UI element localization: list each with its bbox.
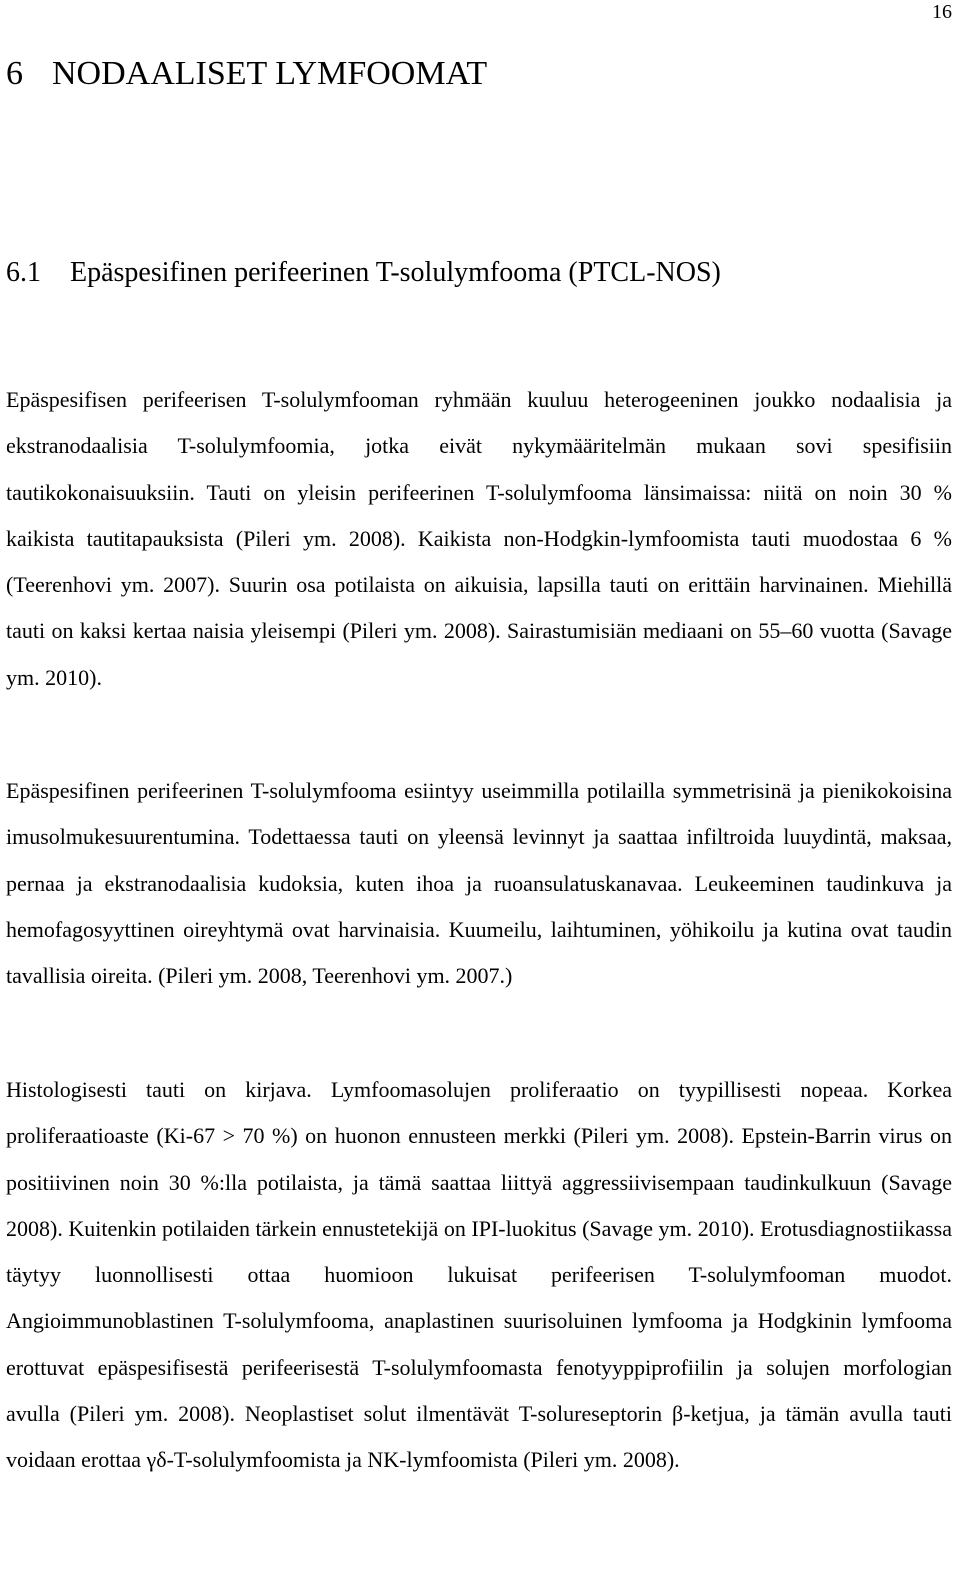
chapter-number: 6 (6, 55, 23, 92)
chapter-heading (6, 52, 487, 96)
page-number: 16 (932, 1, 952, 23)
section-title: Epäspesifinen perifeerinen T-solulymfooma (PTCL-NOS) (70, 257, 721, 288)
body-paragraph: Histologisesti tauti on kirjava. Lymfoomasolujen proliferaatio on tyypillisesti nopeaa. Korkea proliferaatioaste (Ki-67 > 70 %) on huonon ennusteen merkki (Pileri ym. 2008). Epstein-Barrin virus on positiivinen noin 30 %:lla potilaista, ja tämä saattaa liittyä aggressiivisempaan taudinkulkuun (Savage 2008). Kuitenkin potilaiden tärkein ennustetekijä on IPI-luokitus (Savage ym. 2010). Erotusdiagnostiikassa täytyy luonnollisesti ottaa huomioon lukuisat perifeerisen T-solulymfooman muodot. Angioimmunoblastinen T-solulymfooma, anaplastinen suurisoluinen lymfooma ja Hodgkinin lymfooma erottuvat epäspesifisestä perifeerisestä T-solulymfoomasta fenotyyppiprofiilin ja solujen morfologian avulla (Pileri ym. 2008). Neoplastiset solut ilmentävät T-solureseptorin β-ketjua, ja tämän avulla tauti voidaan erottaa γδ-T-solulymfoomista ja NK-lymfoomista (Pileri ym. 2008). (6, 1077, 952, 1472)
section-number: 6.1 (6, 257, 41, 288)
body-paragraph: Epäspesifinen perifeerinen T-solulymfooma esiintyy useimmilla potilailla symmetrisinä ja pienikokoisina imusolmukesuurentumina. Todettaessa tauti on yleensä levinnyt ja saattaa infiltroida luuydintä, maksaa, pernaa ja ekstranodaalisia kudoksia, kuten ihoa ja ruoansulatuskanavaa. Leukeeminen taudinkuva ja hemofagosyyttinen oireyhtymä ovat harvinaisia. Kuumeilu, laihtuminen, yöhikoilu ja kutina ovat taudin tavallisia oireita. (Pileri ym. 2008, Teerenhovi ym. 2007.) (6, 778, 952, 989)
chapter-title: NODAALISET LYMFOOMAT (52, 55, 488, 92)
section-heading (6, 253, 721, 293)
body-paragraph: Epäspesifisen perifeerisen T-solulymfooman ryhmään kuuluu heterogeeninen joukko nodaalisia ja ekstranodaalisia T-solulymfoomia, jotka eivät nykymääritelmän mukaan sovi spesifisiin tautikokonaisuuksiin. Tauti on yleisin perifeerinen T-solulymfooma länsimaissa: niitä on noin 30 % kaikista tautitapauksista (Pileri ym. 2008). Kaikista non-Hodgkin-lymfoomista tauti muodostaa 6 % (Teerenhovi ym. 2007). Suurin osa potilaista on aikuisia, lapsilla tauti on erittäin harvinainen. Miehillä tauti on kaksi kertaa naisia yleisempi (Pileri ym. 2008). Sairastumisiän mediaani on 55–60 vuotta (Savage ym. 2010). (6, 387, 952, 690)
